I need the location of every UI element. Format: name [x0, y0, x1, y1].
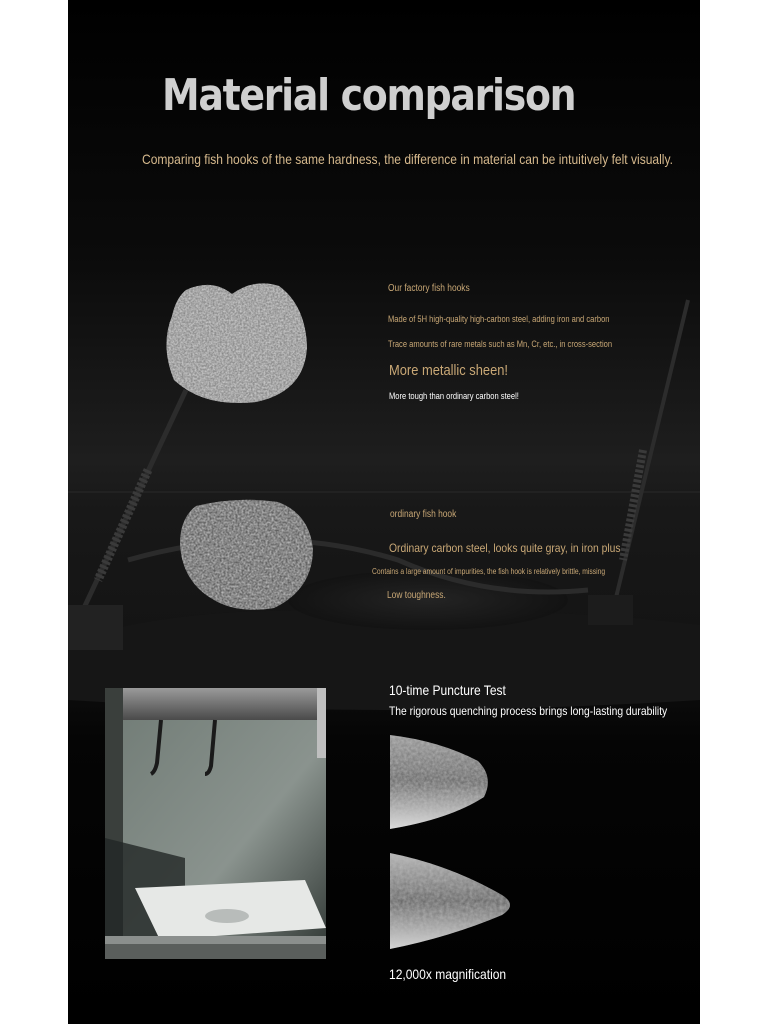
puncture-test-heading: 10-time Puncture Test	[389, 682, 506, 698]
factory-hook-note: More tough than ordinary carbon steel!	[389, 391, 519, 401]
content-panel	[68, 0, 700, 1024]
factory-hook-description-line-2: Trace amounts of rare metals such as Mn, Cr, etc., in cross-section	[388, 339, 613, 349]
ordinary-hook-cross-section-image	[178, 498, 314, 612]
page-subtitle: Comparing fish hooks of the same hardness, the difference in material can be intuitively felt visually.	[142, 151, 673, 167]
ordinary-hook-tip-magnified-image	[390, 853, 518, 949]
ordinary-hook-description-line-2: Contains a large amount of impurities, the fish hook is relatively brittle, missing	[372, 567, 606, 576]
magnification-caption: 12,000x magnification	[389, 966, 507, 982]
factory-hook-heading: Our factory fish hooks	[388, 283, 470, 294]
factory-hook-tip-magnified-image	[390, 733, 492, 829]
factory-hook-highlight: More metallic sheen!	[389, 362, 509, 379]
ordinary-hook-heading: ordinary fish hook	[390, 509, 457, 520]
factory-hook-description-line-1: Made of 5H high-quality high-carbon steel, adding iron and carbon	[388, 314, 610, 324]
page-title: Material comparison	[162, 70, 576, 121]
puncture-test-description: The rigorous quenching process brings long-lasting durability	[389, 704, 668, 718]
ordinary-hook-description-line-3: Low toughness.	[387, 590, 446, 601]
puncture-test-photo	[105, 688, 326, 959]
factory-hook-cross-section-image	[164, 280, 309, 406]
ordinary-hook-description-line-1: Ordinary carbon steel, looks quite gray, in iron plus	[389, 541, 621, 555]
